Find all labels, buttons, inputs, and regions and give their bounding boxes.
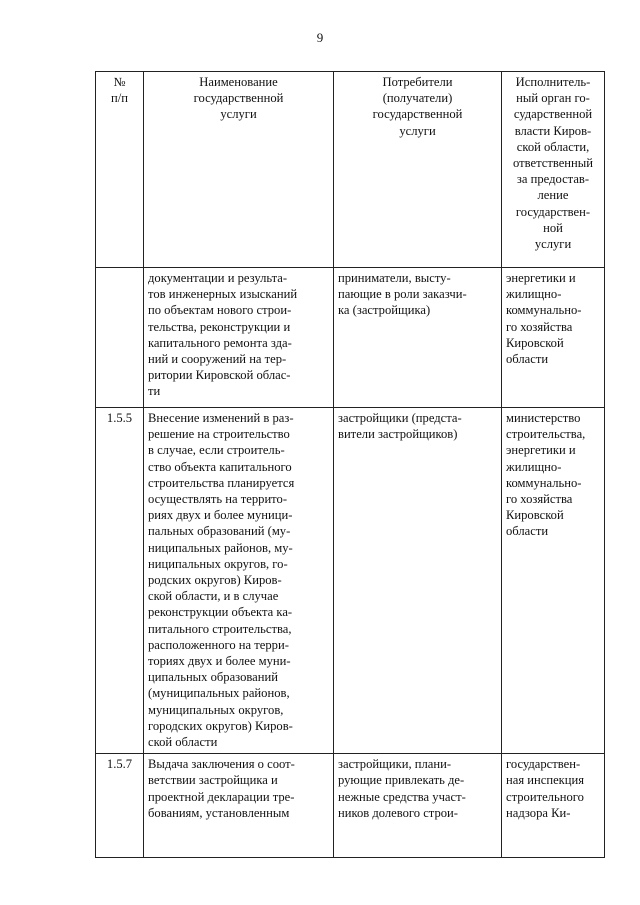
page-number: 9 — [316, 30, 324, 45]
row-number: 1.5.7 — [96, 754, 144, 858]
table-row — [96, 754, 605, 858]
table-row — [96, 408, 605, 754]
header-service-name: Наименование государственной услуги — [144, 72, 334, 268]
row-service: документации и результа- тов инженерных изысканий по объектам нового строи- тельства, реконструкции и капитального ремонта зда- ний и сооружений на тер- ритории Кировской облас- ти — [144, 268, 334, 408]
row-executor: государствен- ная инспекция строительного надзора Ки- — [502, 754, 605, 858]
services-table — [95, 71, 605, 858]
row-consumers: застройщики, плани- рующие привлекать де- нежные средства участ- ников долевого строи- — [334, 754, 502, 858]
row-service: Выдача заключения о соот- ветствии застройщика и проектной декларации тре- бованиям, установленным — [144, 754, 334, 858]
header-executor: Исполнитель- ный орган го- сударственной власти Киров- ской области, ответственный за предостав- ление государствен- ной услуги — [502, 72, 605, 268]
row-executor: министерство строительства, энергетики и жилищно- коммунально- го хозяйства Кировской области — [502, 408, 605, 754]
row-service: Внесение изменений в раз- решение на строительство в случае, если строитель- ство объекта капитального строительства планируется осуществлять на террито- риях двух и более муници- пальных образований (му- ниципальных районов, му- ниципальных округов, го- родских округов) Киров- ской области, и в случае реконструкции объекта ка- питального строительства, расположенного на терри- ториях двух и более муни- ципальных образований (муниципальных районов, муниципальных округов, городских округов) Киров- ской области — [144, 408, 334, 754]
table-row — [96, 268, 605, 408]
row-executor: энергетики и жилищно- коммунально- го хозяйства Кировской области — [502, 268, 605, 408]
row-consumers: застройщики (предста- вители застройщиков) — [334, 408, 502, 754]
header-consumers: Потребители (получатели) государственной услуги — [334, 72, 502, 268]
header-number: № п/п — [96, 72, 144, 268]
table-header-row — [96, 72, 605, 268]
row-number — [96, 268, 144, 408]
row-consumers: приниматели, высту- пающие в роли заказчи- ка (застройщика) — [334, 268, 502, 408]
row-number: 1.5.5 — [96, 408, 144, 754]
